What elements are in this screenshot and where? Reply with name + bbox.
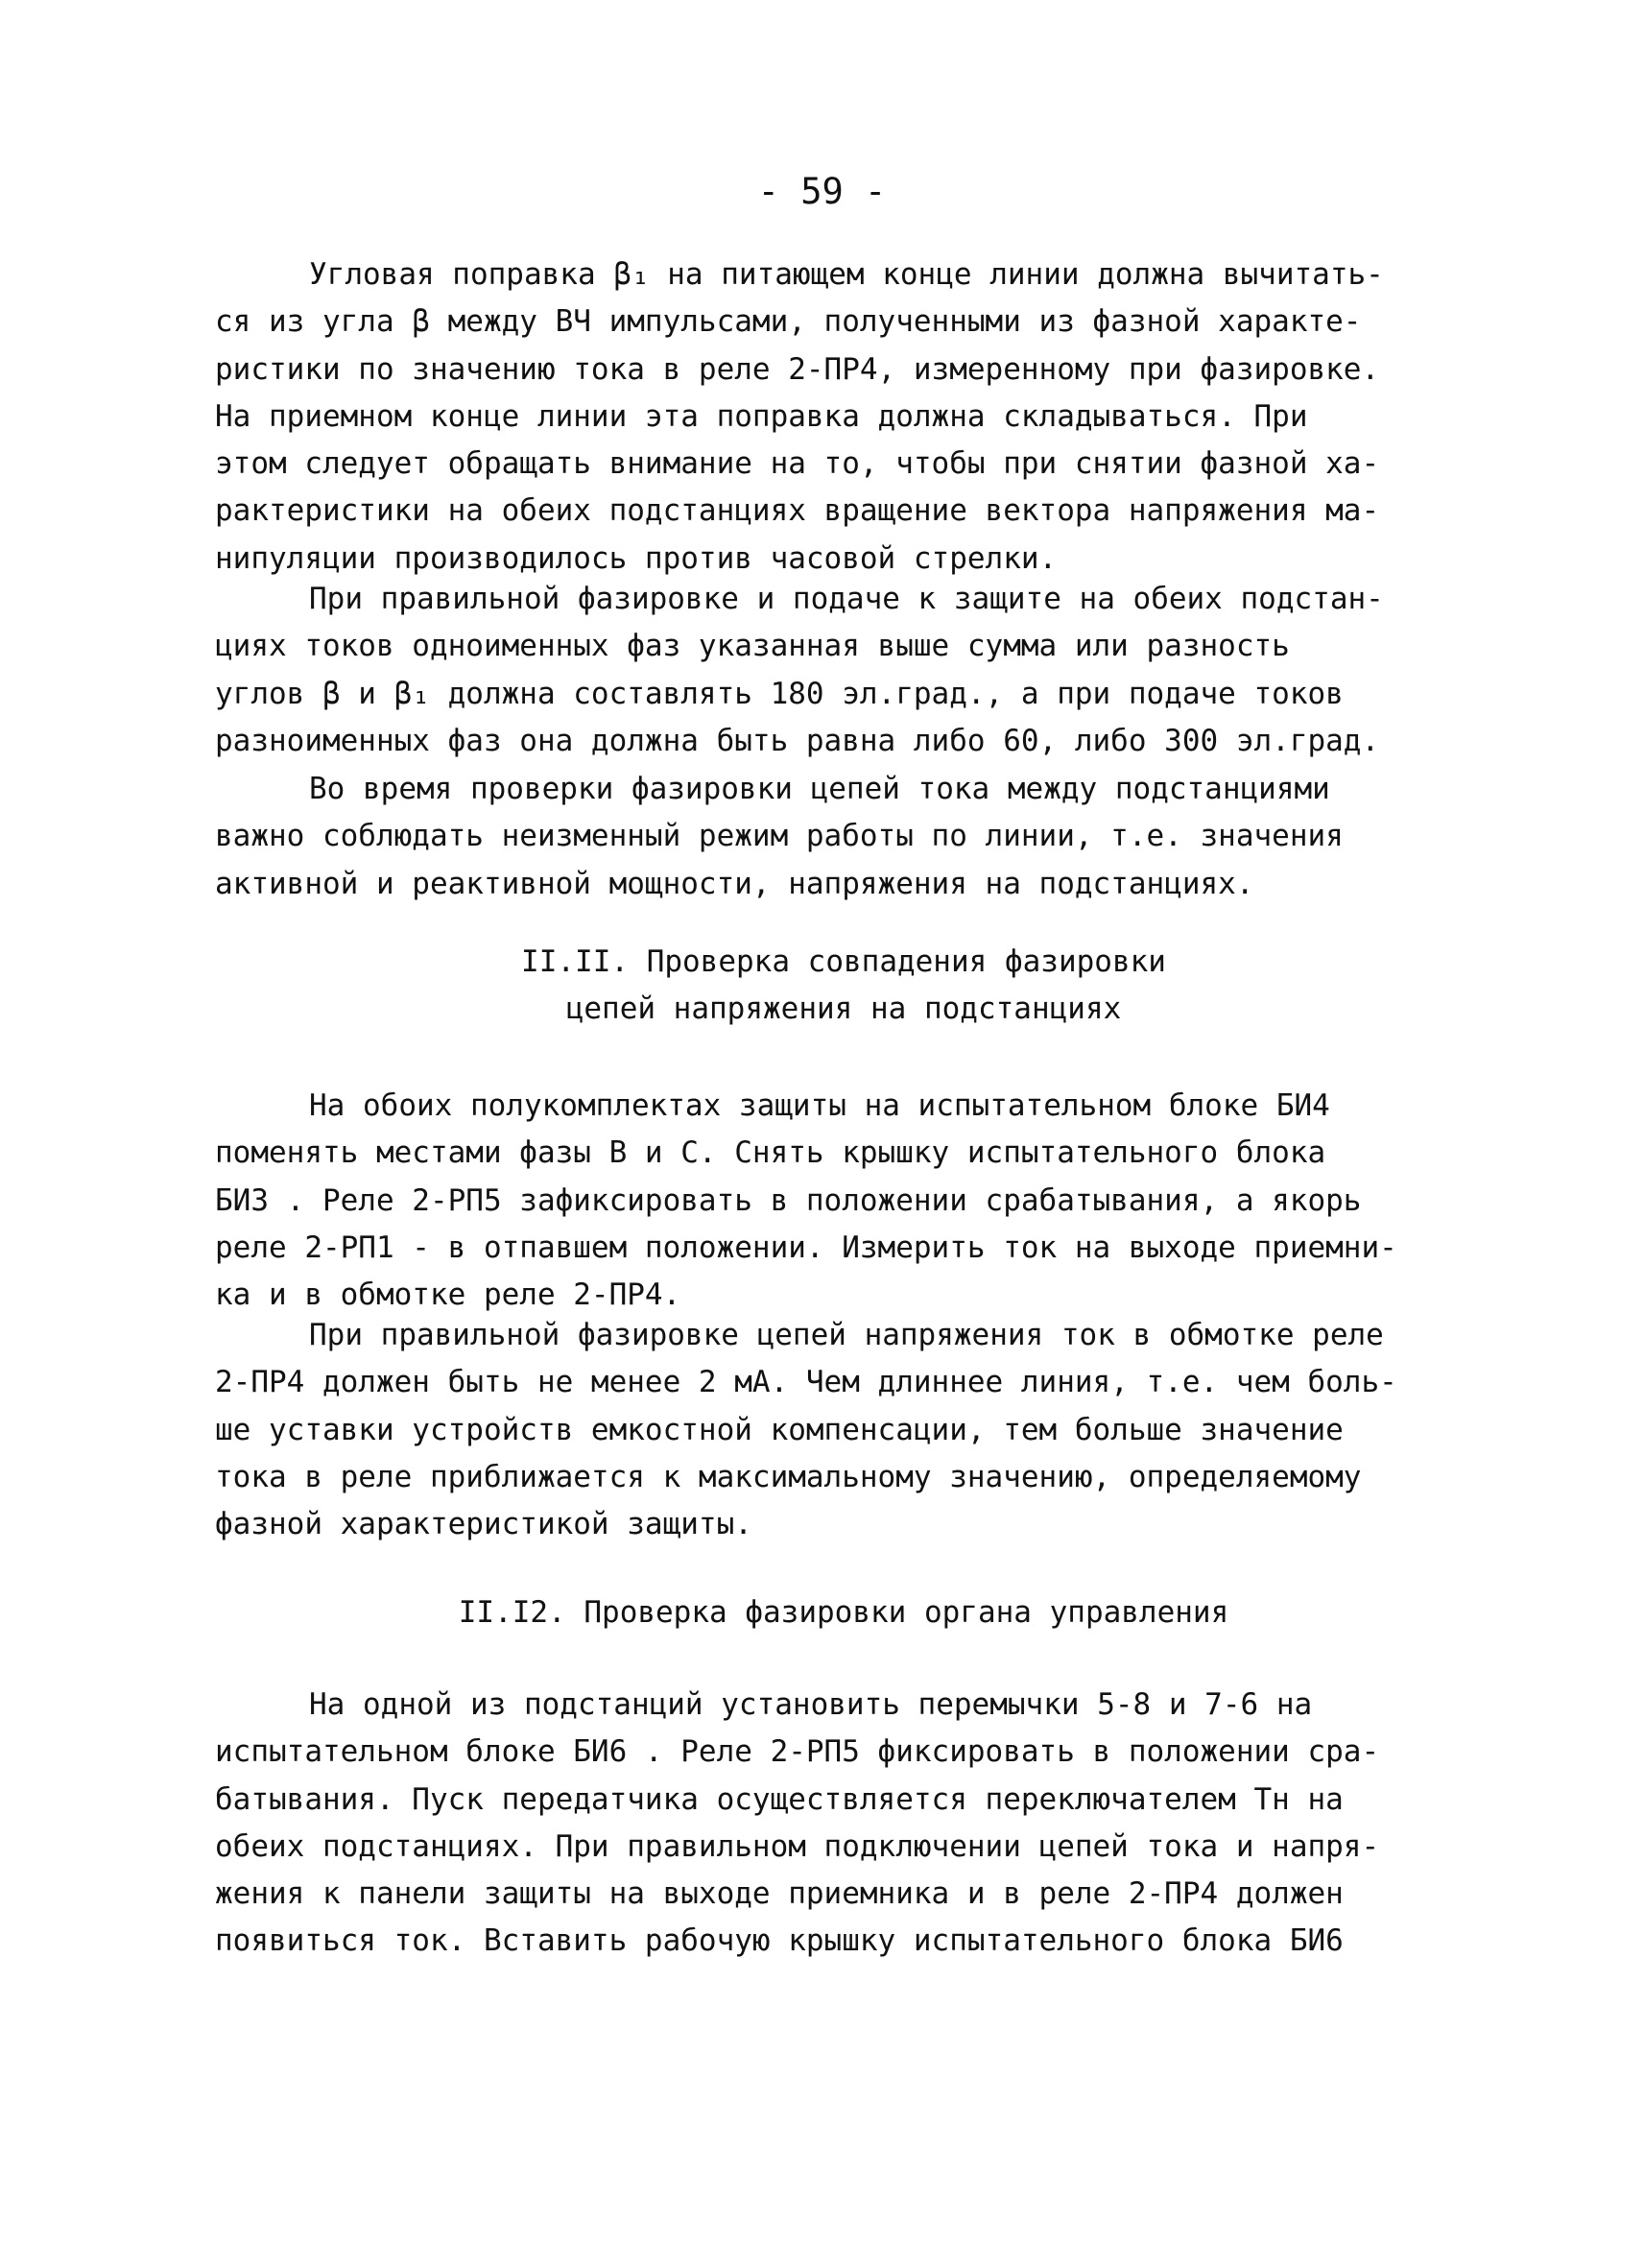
text-line: II.II. Проверка совпадения фазировки xyxy=(521,944,1166,979)
text-line: цепей напряжения на подстанциях xyxy=(565,991,1122,1027)
text-line: II.I2. Проверка фазировки органа управления xyxy=(458,1595,1229,1630)
text-line: обеих подстанциях. При правильном подключении цепей тока и напря- xyxy=(215,1828,1380,1864)
paragraph-correct-phasing-angles xyxy=(215,576,1472,765)
text-line: Во время проверки фазировки цепей тока между подстанциями xyxy=(309,772,1330,806)
text-line: фазной характеристикой защиты. xyxy=(215,1507,752,1542)
text-line: На одной из подстанций установить перемычки 5-8 и 7-6 на xyxy=(309,1687,1313,1722)
text-line: активной и реактивной мощности, напряжения на подстанциях. xyxy=(215,866,1254,901)
paragraph-steady-mode xyxy=(215,766,1472,908)
text-line: нипуляции производилось против часовой стрелки. xyxy=(215,540,1058,576)
text-line: появиться ток. Вставить рабочую крышку испытательного блока БИ6 xyxy=(215,1923,1344,1959)
text-line: этом следует обращать внимание на то, чтобы при снятии фазной ха- xyxy=(215,446,1380,482)
text-line: батывания. Пуск передатчика осуществляется переключателем Тн на xyxy=(215,1781,1344,1817)
text-line: БИ3 . Реле 2-РП5 зафиксировать в положении срабатывания, а якорь xyxy=(215,1182,1362,1218)
page-number: - 59 - xyxy=(757,171,887,212)
paragraph-angular-correction xyxy=(215,251,1472,583)
text-line: углов β и β₁ должна составлять 180 эл.град., а при подаче токов xyxy=(215,676,1344,711)
text-line: важно соблюдать неизменный режим работы по линии, т.е. значения xyxy=(215,819,1344,854)
text-line: ка и в обмотке реле 2-ПР4. xyxy=(215,1277,681,1313)
text-line: разноименных фаз она должна быть равна либо 60, либо 300 эл.град. xyxy=(215,723,1380,758)
text-line: рактеристики на обеих подстанциях вращение вектора напряжения ма- xyxy=(215,493,1380,529)
paragraph-swap-phases xyxy=(215,1083,1472,1319)
section-heading-11-11 xyxy=(215,939,1472,1034)
text-line: тока в реле приближается к максимальному значению, определяемому xyxy=(215,1459,1362,1494)
text-line: При правильной фазировке и подаче к защите на обеих подстан- xyxy=(309,582,1384,616)
text-line: На приемном конце линии эта поправка должна складываться. При xyxy=(215,398,1308,434)
text-line: На обоих полукомплектах защиты на испытательном блоке БИ4 xyxy=(309,1088,1330,1123)
text-line: поменять местами фазы В и С. Снять крышку испытательного блока xyxy=(215,1135,1326,1171)
paragraph-text-p1 xyxy=(0,0,1,1)
text-line: ше уставки устройств емкостной компенсации, тем больше значение xyxy=(215,1412,1344,1447)
text-line: реле 2-РП1 - в отпавшем положении. Измерить ток на выходе приемни- xyxy=(215,1229,1397,1265)
text-line: циях токов одноименных фаз указанная выше сумма или разность xyxy=(215,629,1290,664)
section-heading-11-12 xyxy=(215,1589,1472,1636)
paragraph-voltage-phasing-current xyxy=(215,1312,1472,1548)
paragraph-control-organ-check xyxy=(215,1682,1472,1966)
text-line: ся из угла β между ВЧ импульсами, полученными из фазной характе- xyxy=(215,304,1362,340)
text-line: ристики по значению тока в реле 2-ПР4, измеренному при фазировке. xyxy=(215,351,1380,387)
text-line: жения к панели защиты на выходе приемника и в реле 2-ПР4 должен xyxy=(215,1876,1344,1912)
text-line: 2-ПР4 должен быть не менее 2 мА. Чем длиннее линия, т.е. чем боль- xyxy=(215,1365,1397,1400)
text-line: Угловая поправка β₁ на питающем конце линии должна вычитать- xyxy=(309,257,1384,292)
text-line: испытательном блоке БИ6 . Реле 2-РП5 фиксировать в положении сра- xyxy=(215,1734,1380,1770)
text-line: При правильной фазировке цепей напряжения ток в обмотке реле xyxy=(309,1318,1384,1352)
